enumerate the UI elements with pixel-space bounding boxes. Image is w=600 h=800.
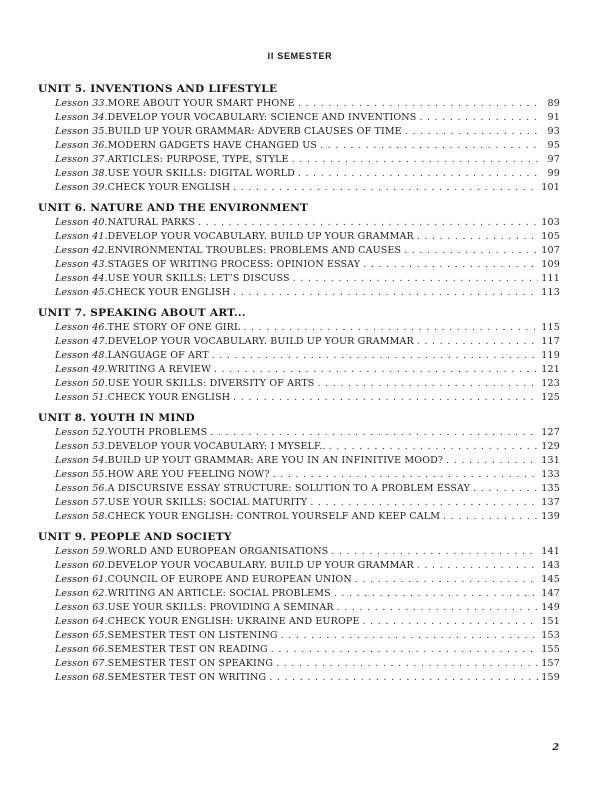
- lesson-title: MODERN GADGETS HAVE CHANGED US: [107, 140, 318, 151]
- dot-leader: [404, 244, 538, 258]
- lesson-title: CHECK YOUR ENGLISH: CONTROL YOURSELF AND KEEP CALM: [107, 511, 441, 522]
- lesson-page-number: 141: [541, 546, 560, 557]
- lesson-label: Lesson 58.: [55, 511, 108, 522]
- lesson-label: Lesson 46.: [55, 322, 108, 333]
- lesson-title: THE STORY OF ONE GIRL: [107, 322, 241, 333]
- dot-leader: [233, 391, 538, 405]
- toc-lesson-row: [38, 510, 560, 524]
- toc-lesson-row: [38, 153, 560, 167]
- lesson-label: Lesson 47.: [55, 336, 108, 347]
- toc-lesson-row: [38, 111, 560, 125]
- lesson-page-number: 125: [541, 392, 560, 403]
- dot-leader: [198, 216, 538, 230]
- unit-title: UNIT 6. NATURE AND THE ENVIRONMENT: [38, 202, 309, 214]
- dot-leader: [355, 573, 538, 587]
- toc-lesson-row: [38, 335, 560, 349]
- lesson-label: Lesson 66.: [55, 644, 108, 655]
- lesson-title: SEMESTER TEST ON SPEAKING: [107, 658, 274, 669]
- toc-lesson-row: [38, 321, 560, 335]
- lesson-page-number: 123: [541, 378, 560, 389]
- dot-leader: [320, 139, 539, 153]
- toc-lesson-row: [38, 230, 560, 244]
- lesson-label: Lesson 43.: [55, 259, 108, 270]
- dot-leader: [363, 258, 538, 272]
- dot-leader: [243, 321, 538, 335]
- lesson-title: WORLD AND EUROPEAN ORGANISATIONS: [107, 546, 329, 557]
- lesson-page-number: 117: [541, 336, 560, 347]
- lesson-label: Lesson 45.: [55, 287, 108, 298]
- lesson-label: Lesson 64.: [55, 616, 108, 627]
- dot-leader: [417, 230, 538, 244]
- dot-leader: [317, 377, 538, 391]
- dot-leader: [271, 643, 538, 657]
- lesson-label: Lesson 52.: [55, 427, 108, 438]
- lesson-label: Lesson 44.: [55, 273, 108, 284]
- unit-lessons: [38, 97, 560, 195]
- toc-lesson-row: [38, 286, 560, 300]
- toc-lesson-row: [38, 615, 560, 629]
- toc-lesson-row: [38, 244, 560, 258]
- dot-leader: [281, 629, 539, 643]
- toc-unit: [38, 82, 560, 195]
- unit-title: UNIT 7. SPEAKING ABOUT ART...: [38, 307, 246, 319]
- dot-leader: [363, 615, 539, 629]
- toc-lesson-row: [38, 167, 560, 181]
- lesson-label: Lesson 36.: [55, 140, 108, 151]
- lesson-label: Lesson 67.: [55, 658, 108, 669]
- lesson-title: DEVELOP YOUR VOCABULARY: SCIENCE AND INVENTIONS: [107, 112, 417, 123]
- lesson-page-number: 115: [541, 322, 560, 333]
- lesson-page-number: 149: [541, 602, 560, 613]
- lesson-title: USE YOUR SKILLS: PROVIDING A SEMINAR: [107, 602, 334, 613]
- lesson-label: Lesson 40.: [55, 217, 108, 228]
- unit-title: UNIT 5. INVENTIONS AND LIFESTYLE: [38, 83, 278, 95]
- unit-lessons: [38, 321, 560, 405]
- lesson-label: Lesson 34.: [55, 112, 108, 123]
- dot-leader: [331, 545, 538, 559]
- lesson-page-number: 135: [541, 483, 560, 494]
- dot-leader: [310, 496, 538, 510]
- lesson-page-number: 111: [541, 273, 560, 284]
- lesson-page-number: 139: [541, 511, 560, 522]
- lesson-title: WRITING AN ARTICLE: SOCIAL PROBLEMS: [107, 588, 331, 599]
- lesson-label: Lesson 38.: [55, 168, 108, 179]
- lesson-page-number: 101: [541, 182, 560, 193]
- lesson-label: Lesson 62.: [55, 588, 108, 599]
- lesson-title: COUNCIL OF EUROPE AND EUROPEAN UNION: [107, 574, 352, 585]
- toc-unit: [38, 306, 560, 405]
- toc-lesson-row: [38, 671, 560, 685]
- lesson-page-number: 147: [541, 588, 560, 599]
- dot-leader: [210, 426, 538, 440]
- lesson-page-number: 89: [547, 98, 560, 109]
- lesson-page-number: 103: [541, 217, 560, 228]
- unit-lessons: [38, 216, 560, 300]
- dot-leader: [214, 363, 538, 377]
- toc-lesson-row: [38, 377, 560, 391]
- toc-lesson-row: [38, 440, 560, 454]
- toc-lesson-row: [38, 139, 560, 153]
- footer-page-number: 2: [552, 742, 559, 753]
- lesson-page-number: 113: [541, 287, 560, 298]
- dot-leader: [329, 440, 539, 454]
- toc-lesson-row: [38, 426, 560, 440]
- lesson-title: CHECK YOUR ENGLISH: UKRAINE AND EUROPE: [107, 616, 360, 627]
- dot-leader: [233, 181, 538, 195]
- dot-leader: [292, 153, 539, 167]
- lesson-page-number: 159: [541, 672, 560, 683]
- lesson-page-number: 97: [547, 154, 560, 165]
- toc-lesson-row: [38, 391, 560, 405]
- toc-lesson-row: [38, 216, 560, 230]
- dot-leader: [419, 111, 539, 125]
- lesson-page-number: 137: [541, 497, 560, 508]
- lesson-title: NATURAL PARKS: [107, 217, 196, 228]
- lesson-title: DEVELOP YOUR VOCABULARY: I MYSELF..: [107, 441, 326, 452]
- lesson-page-number: 105: [541, 231, 560, 242]
- lesson-title: USE YOUR SKILLS: LET’S DISCUSS: [107, 273, 290, 284]
- lesson-label: Lesson 68.: [55, 672, 108, 683]
- lesson-label: Lesson 50.: [55, 378, 108, 389]
- lesson-title: CHECK YOUR ENGLISH: [107, 287, 231, 298]
- lesson-label: Lesson 42.: [55, 245, 108, 256]
- lesson-page-number: 129: [541, 441, 560, 452]
- unit-title: UNIT 9. PEOPLE AND SOCIETY: [38, 531, 232, 543]
- lesson-page-number: 99: [547, 168, 560, 179]
- lesson-page-number: 155: [541, 644, 560, 655]
- lesson-title: DEVELOP YOUR VOCABULARY. BUILD UP YOUR GRAMMAR: [107, 231, 414, 242]
- lesson-title: DEVELOP YOUR VOCABULARY. BUILD UP YOUR GRAMMAR: [107, 336, 414, 347]
- unit-lessons: [38, 426, 560, 524]
- lesson-page-number: 151: [541, 616, 560, 627]
- lesson-page-number: 109: [541, 259, 560, 270]
- lesson-title: A DISCURSIVE ESSAY STRUCTURE: SOLUTION TO A PROBLEM ESSAY: [107, 483, 471, 494]
- toc-lesson-row: [38, 181, 560, 195]
- lesson-title: LANGUAGE OF ART: [107, 350, 209, 361]
- dot-leader: [443, 510, 538, 524]
- lesson-label: Lesson 59.: [55, 546, 108, 557]
- lesson-title: SEMESTER TEST ON LISTENING: [107, 630, 278, 641]
- dot-leader: [269, 671, 538, 685]
- dot-leader: [233, 286, 538, 300]
- lesson-page-number: 153: [541, 630, 560, 641]
- dot-leader: [212, 349, 539, 363]
- lesson-label: Lesson 51.: [55, 392, 108, 403]
- dot-leader: [298, 167, 539, 181]
- toc-unit: [38, 201, 560, 300]
- toc-lesson-row: [38, 573, 560, 587]
- toc-lesson-row: [38, 643, 560, 657]
- lesson-title: SEMESTER TEST ON READING: [107, 644, 268, 655]
- unit-lessons: [38, 545, 560, 685]
- toc-lesson-row: [38, 482, 560, 496]
- lesson-page-number: 121: [541, 364, 560, 375]
- dot-leader: [473, 482, 538, 496]
- toc-lesson-row: [38, 363, 560, 377]
- lesson-label: Lesson 55.: [55, 469, 108, 480]
- lesson-page-number: 107: [541, 245, 560, 256]
- lesson-label: Lesson 41.: [55, 231, 108, 242]
- toc-lesson-row: [38, 454, 560, 468]
- lesson-title: CHECK YOUR ENGLISH: [107, 182, 231, 193]
- lesson-label: Lesson 60.: [55, 560, 108, 571]
- toc-lesson-row: [38, 97, 560, 111]
- table-of-contents: [38, 76, 560, 685]
- toc-lesson-row: [38, 125, 560, 139]
- toc-unit: [38, 530, 560, 685]
- lesson-page-number: 143: [541, 560, 560, 571]
- lesson-label: Lesson 61.: [55, 574, 108, 585]
- dot-leader: [293, 272, 539, 286]
- lesson-label: Lesson 65.: [55, 630, 108, 641]
- toc-lesson-row: [38, 272, 560, 286]
- dot-leader: [334, 587, 539, 601]
- toc-lesson-row: [38, 657, 560, 671]
- lesson-label: Lesson 48.: [55, 350, 108, 361]
- lesson-title: WRITING A REVIEW: [107, 364, 212, 375]
- lesson-title: ENVIRONMENTAL TROUBLES: PROBLEMS AND CAUSES: [107, 245, 402, 256]
- toc-lesson-row: [38, 629, 560, 643]
- toc-lesson-row: [38, 468, 560, 482]
- lesson-title: DEVELOP YOUR VOCABULARY. BUILD UP YOUR GRAMMAR: [107, 560, 414, 571]
- lesson-title: SEMESTER TEST ON WRITING: [107, 672, 267, 683]
- lesson-page-number: 93: [547, 126, 560, 137]
- lesson-label: Lesson 53.: [55, 441, 108, 452]
- lesson-label: Lesson 56.: [55, 483, 108, 494]
- lesson-page-number: 145: [541, 574, 560, 585]
- lesson-title: BUILD UP YOUT GRAMMAR: ARE YOU IN AN INFINITIVE MOOD?: [107, 455, 444, 466]
- lesson-title: YOUTH PROBLEMS: [107, 427, 208, 438]
- lesson-label: Lesson 54.: [55, 455, 108, 466]
- lesson-title: STAGES OF WRITING PROCESS: OPINION ESSAY: [107, 259, 361, 270]
- dot-leader: [337, 601, 539, 615]
- lesson-label: Lesson 57.: [55, 497, 108, 508]
- dot-leader: [298, 97, 539, 111]
- dot-leader: [446, 454, 538, 468]
- semester-header: ІІ SEMESTER: [267, 51, 333, 61]
- lesson-title: USE YOUR SKILLS: DIVERSITY OF ARTS: [107, 378, 315, 389]
- lesson-title: ARTICLES: PURPOSE, TYPE, STYLE: [107, 154, 289, 165]
- unit-title: UNIT 8. YOUTH IN MIND: [38, 412, 195, 424]
- lesson-title: BUILD UP YOUR GRAMMAR: ADVERB CLAUSES OF TIME: [107, 126, 402, 137]
- lesson-title: HOW ARE YOU FEELING NOW?: [107, 469, 270, 480]
- lesson-page-number: 157: [541, 658, 560, 669]
- lesson-title: CHECK YOUR ENGLISH: [107, 392, 231, 403]
- toc-lesson-row: [38, 587, 560, 601]
- lesson-title: USE YOUR SKILLS: DIGITAL WORLD: [107, 168, 295, 179]
- lesson-page-number: 119: [541, 350, 560, 361]
- lesson-title: USE YOUR SKILLS: SOCIAL MATURITY: [107, 497, 308, 508]
- lesson-page-number: 95: [547, 140, 560, 151]
- lesson-label: Lesson 39.: [55, 182, 108, 193]
- toc-lesson-row: [38, 258, 560, 272]
- dot-leader: [276, 657, 538, 671]
- toc-lesson-row: [38, 559, 560, 573]
- dot-leader: [405, 125, 539, 139]
- toc-unit: [38, 411, 560, 524]
- lesson-label: Lesson 63.: [55, 602, 108, 613]
- lesson-page-number: 133: [541, 469, 560, 480]
- toc-lesson-row: [38, 601, 560, 615]
- lesson-page-number: 131: [541, 455, 560, 466]
- toc-lesson-row: [38, 496, 560, 510]
- lesson-label: Lesson 35.: [55, 126, 108, 137]
- toc-lesson-row: [38, 349, 560, 363]
- lesson-title: MORE ABOUT YOUR SMART PHONE: [107, 98, 295, 109]
- dot-leader: [273, 468, 539, 482]
- lesson-page-number: 91: [547, 112, 560, 123]
- lesson-label: Lesson 33.: [55, 98, 108, 109]
- dot-leader: [417, 559, 538, 573]
- dot-leader: [417, 335, 538, 349]
- lesson-label: Lesson 37.: [55, 154, 108, 165]
- toc-lesson-row: [38, 545, 560, 559]
- lesson-label: Lesson 49.: [55, 364, 108, 375]
- lesson-page-number: 127: [541, 427, 560, 438]
